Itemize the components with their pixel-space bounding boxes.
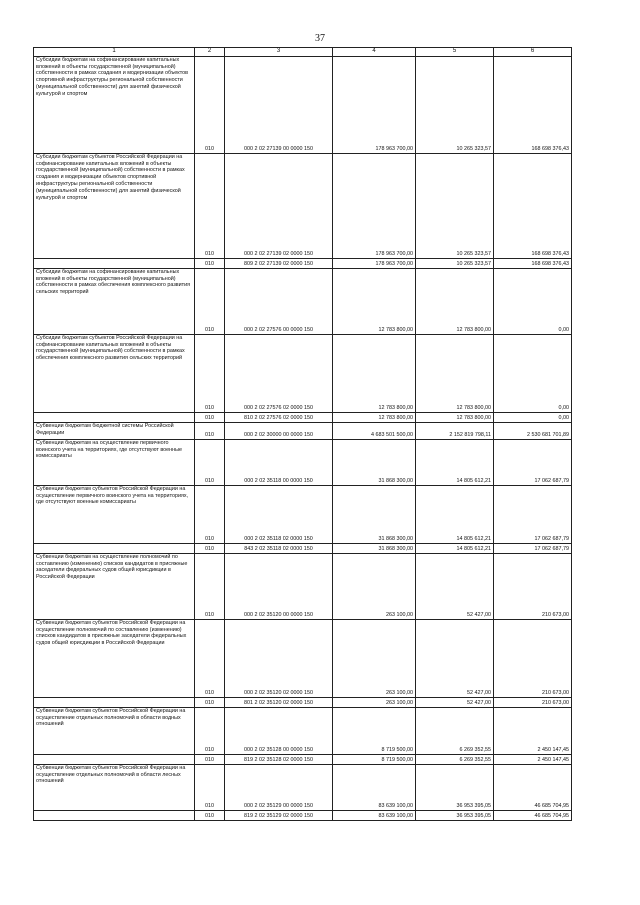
row-code-cell: 010 bbox=[195, 697, 225, 707]
row-name-cell: Субвенции бюджетам на осуществление первичного воинского учета на территориях, где отсутствуют военные комиссариаты bbox=[34, 439, 195, 485]
row-code-cell: 010 bbox=[195, 619, 225, 697]
row-name-cell bbox=[34, 754, 195, 764]
row-unexecuted-cell: 17 062 687,79 bbox=[494, 485, 572, 543]
row-executed-cell: 14 805 612,21 bbox=[416, 485, 494, 543]
column-header-5: 5 bbox=[416, 48, 494, 57]
table-row bbox=[34, 619, 572, 697]
row-approved-cell: 12 783 800,00 bbox=[333, 334, 416, 412]
table-header-row bbox=[34, 48, 572, 57]
row-name-cell bbox=[34, 697, 195, 707]
table-row bbox=[34, 153, 572, 258]
row-code-cell: 010 bbox=[195, 485, 225, 543]
row-unexecuted-cell: 168 698 376,43 bbox=[494, 258, 572, 268]
row-kbk-cell: 819 2 02 35129 02 0000 150 bbox=[225, 810, 333, 820]
table-row bbox=[34, 422, 572, 439]
row-kbk-cell: 819 2 02 35128 02 0000 150 bbox=[225, 754, 333, 764]
row-executed-cell: 36 953 395,05 bbox=[416, 764, 494, 810]
row-kbk-cell: 810 2 02 27576 02 0000 150 bbox=[225, 412, 333, 422]
row-kbk-cell: 000 2 02 35120 02 0000 150 bbox=[225, 619, 333, 697]
row-approved-cell: 31 868 300,00 bbox=[333, 485, 416, 543]
row-kbk-cell: 000 2 02 27139 00 0000 150 bbox=[225, 56, 333, 153]
row-code-cell: 010 bbox=[195, 268, 225, 334]
row-unexecuted-cell: 210 673,00 bbox=[494, 619, 572, 697]
row-approved-cell: 83 639 100,00 bbox=[333, 810, 416, 820]
row-approved-cell: 31 868 300,00 bbox=[333, 543, 416, 553]
row-code-cell: 010 bbox=[195, 153, 225, 258]
column-header-2: 2 bbox=[195, 48, 225, 57]
row-code-cell: 010 bbox=[195, 334, 225, 412]
row-kbk-cell: 000 2 02 27139 02 0000 150 bbox=[225, 153, 333, 258]
row-name-cell: Субсидии бюджетам на софинансирование капитальных вложений в объекты государственной (муниципальной) собственности в рамках создания и модернизации объектов спортивной инфраструктуры региональной собственности (муниципальной собственности) для занятий физической культурой и спортом bbox=[34, 56, 195, 153]
row-unexecuted-cell: 46 685 704,95 bbox=[494, 810, 572, 820]
row-name-cell: Субвенции бюджетам субъектов Российской Федерации на осуществление отдельных полномочий в области водных отношений bbox=[34, 707, 195, 754]
row-code-cell: 010 bbox=[195, 553, 225, 619]
row-unexecuted-cell: 0,00 bbox=[494, 268, 572, 334]
column-header-1: 1 bbox=[34, 48, 195, 57]
table-row bbox=[34, 258, 572, 268]
row-unexecuted-cell: 2 450 147,45 bbox=[494, 707, 572, 754]
column-header-6: 6 bbox=[494, 48, 572, 57]
row-name-cell: Субвенции бюджетам субъектов Российской Федерации на осуществление полномочий по составлению (изменению) списков кандидатов в присяжные заседатели федеральных судов общей юрисдикции в Российской Федерации bbox=[34, 619, 195, 697]
table-row bbox=[34, 764, 572, 810]
row-unexecuted-cell: 0,00 bbox=[494, 334, 572, 412]
table-row bbox=[34, 412, 572, 422]
row-executed-cell: 6 269 352,55 bbox=[416, 754, 494, 764]
table-row bbox=[34, 334, 572, 412]
row-code-cell: 010 bbox=[195, 543, 225, 553]
row-name-cell bbox=[34, 412, 195, 422]
row-kbk-cell: 000 2 02 35129 00 0000 150 bbox=[225, 764, 333, 810]
row-unexecuted-cell: 46 685 704,95 bbox=[494, 764, 572, 810]
row-executed-cell: 12 783 800,00 bbox=[416, 334, 494, 412]
row-approved-cell: 178 963 700,00 bbox=[333, 153, 416, 258]
row-kbk-cell: 000 2 02 35120 00 0000 150 bbox=[225, 553, 333, 619]
row-code-cell: 010 bbox=[195, 439, 225, 485]
row-executed-cell: 12 783 800,00 bbox=[416, 268, 494, 334]
row-code-cell: 010 bbox=[195, 56, 225, 153]
row-executed-cell: 14 805 612,21 bbox=[416, 543, 494, 553]
row-kbk-cell: 843 2 02 35118 02 0000 150 bbox=[225, 543, 333, 553]
row-approved-cell: 8 719 500,00 bbox=[333, 754, 416, 764]
row-unexecuted-cell: 2 450 147,45 bbox=[494, 754, 572, 764]
table-row bbox=[34, 268, 572, 334]
row-unexecuted-cell: 0,00 bbox=[494, 412, 572, 422]
row-unexecuted-cell: 210 673,00 bbox=[494, 697, 572, 707]
row-name-cell: Субвенции бюджетам на осуществление полномочий по составлению (изменению) списков кандидатов в присяжные заседатели федеральных судов общей юрисдикции в Российской Федерации bbox=[34, 553, 195, 619]
row-approved-cell: 263 100,00 bbox=[333, 619, 416, 697]
row-kbk-cell: 000 2 02 35128 00 0000 150 bbox=[225, 707, 333, 754]
row-executed-cell: 52 427,00 bbox=[416, 697, 494, 707]
row-name-cell: Субсидии бюджетам на софинансирование капитальных вложений в объекты государственной (муниципальной) собственности в рамках обеспечения комплексного развития сельских территорий bbox=[34, 268, 195, 334]
row-executed-cell: 10 265 323,57 bbox=[416, 153, 494, 258]
row-code-cell: 010 bbox=[195, 258, 225, 268]
row-kbk-cell: 000 2 02 35118 02 0000 150 bbox=[225, 485, 333, 543]
row-kbk-cell: 000 2 02 27576 00 0000 150 bbox=[225, 268, 333, 334]
row-approved-cell: 4 683 501 500,00 bbox=[333, 422, 416, 439]
table-row bbox=[34, 707, 572, 754]
row-approved-cell: 12 783 800,00 bbox=[333, 412, 416, 422]
row-executed-cell: 52 427,00 bbox=[416, 619, 494, 697]
row-code-cell: 010 bbox=[195, 707, 225, 754]
row-name-cell bbox=[34, 543, 195, 553]
row-executed-cell: 14 805 612,21 bbox=[416, 439, 494, 485]
row-kbk-cell: 000 2 02 27576 02 0000 150 bbox=[225, 334, 333, 412]
column-header-3: 3 bbox=[225, 48, 333, 57]
row-approved-cell: 263 100,00 bbox=[333, 697, 416, 707]
table-row bbox=[34, 810, 572, 820]
row-code-cell: 010 bbox=[195, 412, 225, 422]
row-approved-cell: 31 868 300,00 bbox=[333, 439, 416, 485]
row-name-cell bbox=[34, 258, 195, 268]
row-approved-cell: 178 963 700,00 bbox=[333, 258, 416, 268]
table-row bbox=[34, 543, 572, 553]
row-approved-cell: 83 639 100,00 bbox=[333, 764, 416, 810]
table-row bbox=[34, 697, 572, 707]
row-executed-cell: 2 152 819 798,11 bbox=[416, 422, 494, 439]
row-kbk-cell: 801 2 02 35120 02 0000 150 bbox=[225, 697, 333, 707]
row-unexecuted-cell: 17 062 687,79 bbox=[494, 439, 572, 485]
row-approved-cell: 12 783 800,00 bbox=[333, 268, 416, 334]
page-number: 37 bbox=[315, 33, 325, 44]
row-unexecuted-cell: 168 698 376,43 bbox=[494, 153, 572, 258]
row-executed-cell: 10 265 323,57 bbox=[416, 56, 494, 153]
row-name-cell bbox=[34, 810, 195, 820]
row-name-cell: Субсидии бюджетам субъектов Российской Федерации на софинансирование капитальных вложений в объекты государственной (муниципальной) собственности в рамках обеспечения комплексного развития сельских территорий bbox=[34, 334, 195, 412]
row-executed-cell: 36 953 395,05 bbox=[416, 810, 494, 820]
row-approved-cell: 178 963 700,00 bbox=[333, 56, 416, 153]
row-name-cell: Субвенции бюджетам бюджетной системы Российской Федерации bbox=[34, 422, 195, 439]
row-unexecuted-cell: 2 530 681 701,89 bbox=[494, 422, 572, 439]
table-row bbox=[34, 754, 572, 764]
budget-execution-table bbox=[33, 47, 572, 821]
table-row bbox=[34, 439, 572, 485]
row-name-cell: Субвенции бюджетам субъектов Российской Федерации на осуществление отдельных полномочий в области лесных отношений bbox=[34, 764, 195, 810]
row-name-cell: Субсидии бюджетам субъектов Российской Федерации на софинансирование капитальных вложений в объекты государственной (муниципальной) собственности в рамках создания и модернизации объектов спортивной инфраструктуры региональной собственности (муниципальной собственности) для занятий физической культурой и спортом bbox=[34, 153, 195, 258]
row-code-cell: 010 bbox=[195, 754, 225, 764]
row-unexecuted-cell: 210 673,00 bbox=[494, 553, 572, 619]
row-executed-cell: 12 783 800,00 bbox=[416, 412, 494, 422]
row-kbk-cell: 000 2 02 30000 00 0000 150 bbox=[225, 422, 333, 439]
row-code-cell: 010 bbox=[195, 810, 225, 820]
row-unexecuted-cell: 168 698 376,43 bbox=[494, 56, 572, 153]
row-approved-cell: 263 100,00 bbox=[333, 553, 416, 619]
row-kbk-cell: 000 2 02 35118 00 0000 150 bbox=[225, 439, 333, 485]
table-row bbox=[34, 553, 572, 619]
table-row bbox=[34, 485, 572, 543]
row-unexecuted-cell: 17 062 687,79 bbox=[494, 543, 572, 553]
row-executed-cell: 52 427,00 bbox=[416, 553, 494, 619]
row-name-cell: Субвенции бюджетам субъектов Российской Федерации на осуществление первичного воинского учета на территориях, где отсутствуют военные комиссариаты bbox=[34, 485, 195, 543]
row-code-cell: 010 bbox=[195, 764, 225, 810]
row-executed-cell: 10 265 323,57 bbox=[416, 258, 494, 268]
column-header-4: 4 bbox=[333, 48, 416, 57]
row-kbk-cell: 809 2 02 27139 02 0000 150 bbox=[225, 258, 333, 268]
table-row bbox=[34, 56, 572, 153]
row-approved-cell: 8 719 500,00 bbox=[333, 707, 416, 754]
row-code-cell: 010 bbox=[195, 422, 225, 439]
row-executed-cell: 6 269 352,55 bbox=[416, 707, 494, 754]
